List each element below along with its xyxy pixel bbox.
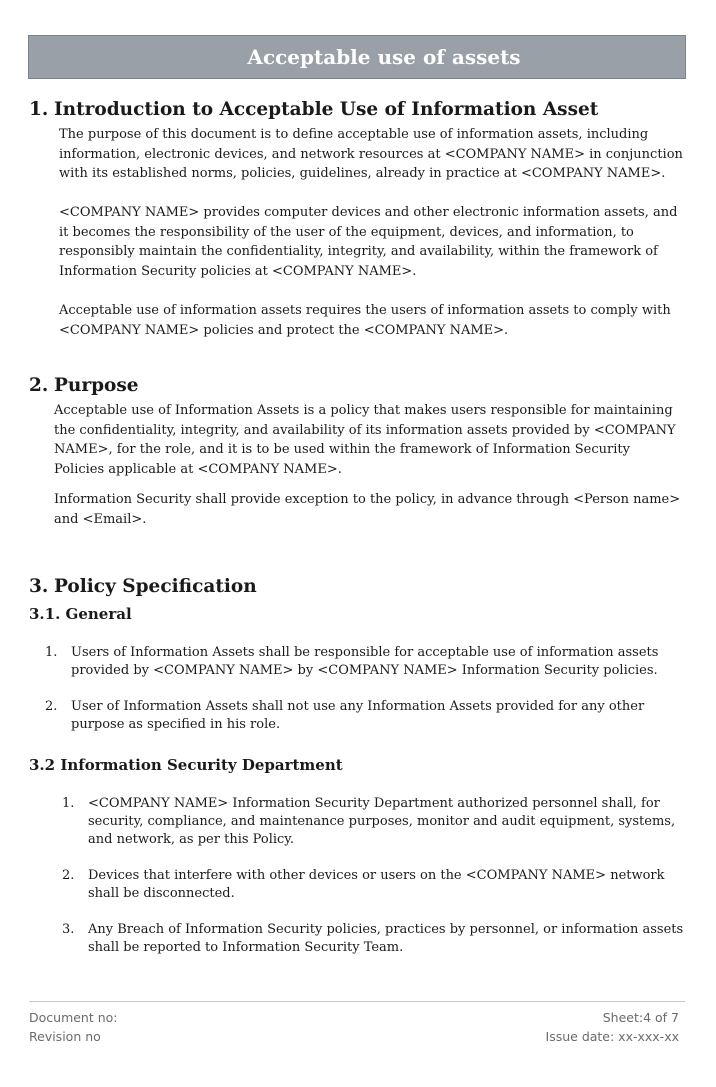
section-1-paragraph: <COMPANY NAME> provides computer devices and other electronic information assets, and it becomes the responsibility of the user of the equipment, devices, and information, to responsibly maintain the confidentiality, integrity, and availability, within the framework of Information Security policies at <COMPANY NAME>. [59, 205, 678, 279]
section-2-number: 2. [29, 375, 49, 396]
list-item-text: <COMPANY NAME> Information Security Department authorized personnel shall, for security, compliance, and maintenance purposes, monitor and audit equipment, systems, and network, as per this Policy. [88, 796, 676, 847]
footer-issue-date: Issue date: xx-xxx-xx [545, 1029, 679, 1044]
section-3-title: Policy Specification [54, 576, 257, 597]
subsection-3-1-title: 3.1. General [29, 605, 132, 623]
footer-sheet: Sheet:4 of 7 [602, 1010, 679, 1025]
section-2-title: Purpose [54, 375, 139, 396]
footer-document-no: Document no: [29, 1010, 118, 1025]
list-item [62, 921, 688, 957]
section-2-paragraph: Acceptable use of Information Assets is a policy that makes users responsible for maintaining the confidentiality, integrity, and availability of its information assets provided by <COMPANY NAME>, for the role, and it is to be used within the framework of Information Security Policies applicable at <COMPANY NAME>. [54, 403, 676, 477]
list-item-number: 3. [62, 922, 75, 937]
footer-divider [29, 1001, 685, 1002]
section-2-heading [29, 375, 139, 396]
list-item-text: Devices that interfere with other devices or users on the <COMPANY NAME> network shall be disconnected. [88, 868, 665, 901]
section-1-number: 1. [29, 99, 49, 120]
document-title: Acceptable use of assets [247, 45, 521, 69]
security-department-list [62, 795, 688, 957]
footer-revision-no: Revision no [29, 1029, 101, 1044]
list-item [45, 698, 671, 734]
list-item-text: Users of Information Assets shall be responsible for acceptable use of information assets provided by <COMPANY NAME> by <COMPANY NAME> Information Security policies. [71, 645, 659, 678]
list-item-text: Any Breach of Information Security policies, practices by personnel, or information assets shall be reported to Information Security Team. [88, 922, 684, 955]
list-item-number: 1. [45, 645, 58, 660]
list-item [45, 644, 671, 680]
list-item-text: User of Information Assets shall not use any Information Assets provided for any other purpose as specified in his role. [71, 699, 645, 732]
section-1-title: Introduction to Acceptable Use of Information Asset [54, 99, 599, 120]
list-item-number: 1. [62, 796, 75, 811]
section-3-number: 3. [29, 576, 49, 597]
subsection-3-2-title: 3.2 Information Security Department [29, 756, 343, 774]
section-3-heading [29, 576, 257, 597]
section-2-paragraph: Information Security shall provide exception to the policy, in advance through <Person name> and <Email>. [54, 492, 681, 527]
list-item [62, 867, 688, 903]
list-item-number: 2. [62, 868, 75, 883]
list-item-number: 2. [45, 699, 58, 714]
section-1-paragraph: The purpose of this document is to define acceptable use of information assets, including information, electronic devices, and network resources at <COMPANY NAME> in conjunction with its established norms, policies, guidelines, already in practice at <COMPANY NAME>. [59, 127, 683, 181]
list-item [62, 795, 688, 849]
section-1-paragraph: Acceptable use of information assets requires the users of information assets to comply with <COMPANY NAME> policies and protect the <COMPANY NAME>. [59, 303, 671, 338]
general-list [45, 644, 671, 734]
document-title-banner [28, 35, 686, 79]
section-1-heading [29, 99, 598, 120]
